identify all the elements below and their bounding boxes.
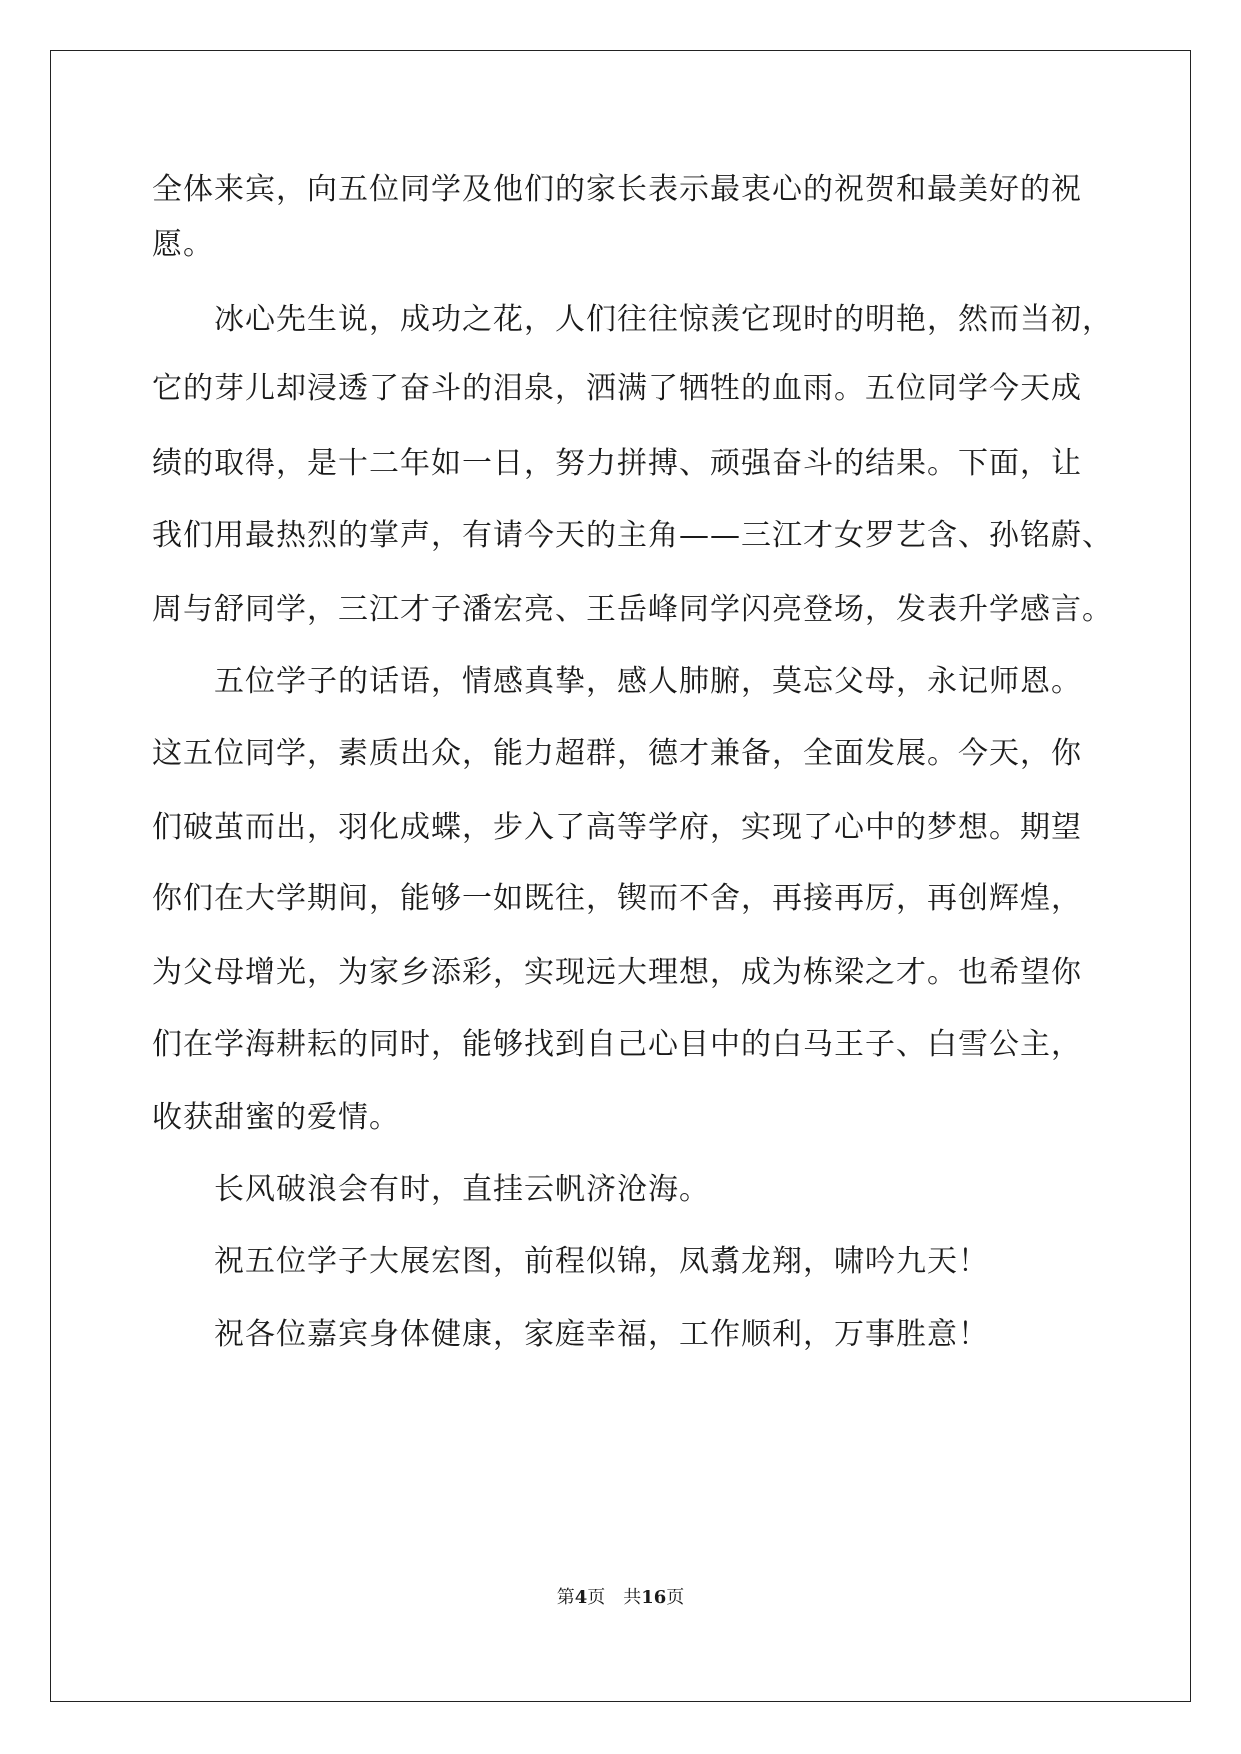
- page-footer: [0, 1583, 1241, 1609]
- paragraph-line: 愿。: [152, 227, 214, 262]
- footer-mid: 页 共: [587, 1587, 642, 1608]
- paragraph-line: 冰心先生说，成功之花，人们往往惊羡它现时的明艳，然而当初，: [214, 302, 1113, 337]
- footer-prefix: 第: [556, 1587, 575, 1608]
- paragraph-line: 收获甜蜜的爱情。: [152, 1100, 400, 1135]
- paragraph-line: 祝各位嘉宾身体健康，家庭幸福，工作顺利，万事胜意！: [214, 1317, 989, 1352]
- paragraph-line: 绩的取得，是十二年如一日，努力拼搏、顽强奋斗的结果。下面，让: [152, 446, 1082, 481]
- paragraph-line: 为父母增光，为家乡添彩，实现远大理想，成为栋梁之才。也希望你: [152, 955, 1082, 990]
- paragraph-line: 周与舒同学，三江才子潘宏亮、王岳峰同学闪亮登场，发表升学感言。: [152, 592, 1113, 627]
- paragraph-line: 这五位同学，素质出众，能力超群，德才兼备，全面发展。今天，你: [152, 736, 1082, 771]
- page-frame: [50, 50, 1191, 1702]
- paragraph-line: 它的芽儿却浸透了奋斗的泪泉，洒满了牺牲的血雨。五位同学今天成: [152, 371, 1082, 406]
- total-page-count: 16: [641, 1587, 667, 1608]
- paragraph-line: 我们用最热烈的掌声，有请今天的主角——三江才女罗艺含、孙铭蔚、: [152, 518, 1113, 553]
- paragraph-line: 五位学子的话语，情感真挚，感人肺腑，莫忘父母，永记师恩。: [214, 664, 1082, 699]
- paragraph-line: 长风破浪会有时，直挂云帆济沧海。: [214, 1172, 710, 1207]
- footer-suffix: 页: [666, 1587, 685, 1608]
- paragraph-line: 你们在大学期间，能够一如既往，锲而不舍，再接再厉，再创辉煌，: [152, 881, 1082, 916]
- paragraph-line: 们破茧而出，羽化成蝶，步入了高等学府，实现了心中的梦想。期望: [152, 810, 1082, 845]
- paragraph-line: 们在学海耕耘的同时，能够找到自己心目中的白马王子、白雪公主，: [152, 1027, 1082, 1062]
- paragraph-line: 全体来宾，向五位同学及他们的家长表示最衷心的祝贺和最美好的祝: [152, 172, 1082, 207]
- paragraph-line: 祝五位学子大展宏图，前程似锦，凤翥龙翔，啸吟九天！: [214, 1244, 989, 1279]
- current-page-number: 4: [574, 1587, 588, 1608]
